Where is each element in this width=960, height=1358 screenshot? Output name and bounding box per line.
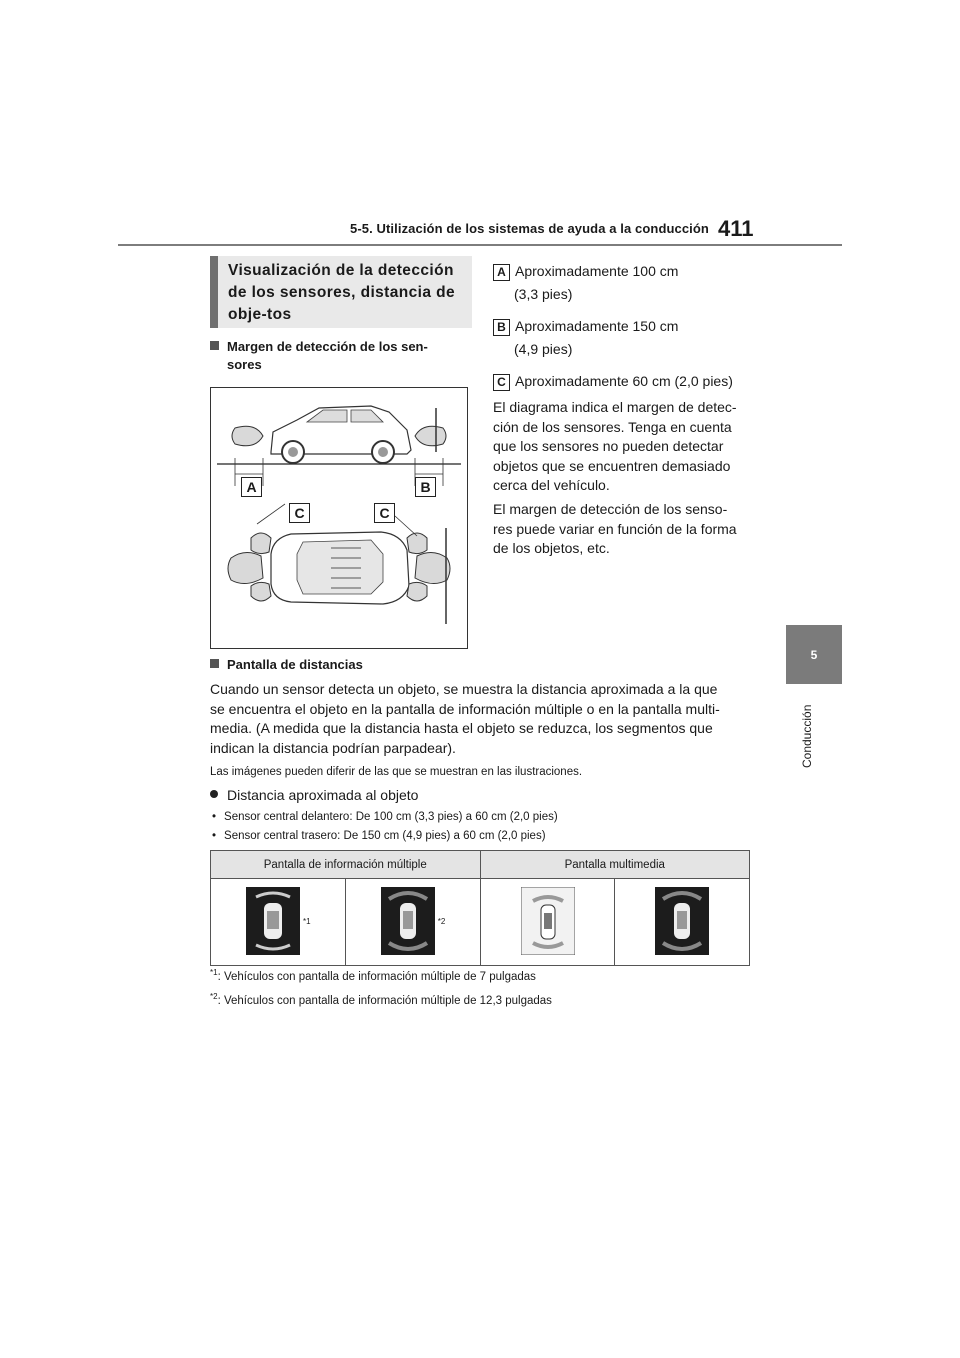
diagram-label-a: A — [241, 477, 262, 497]
page-number: 411 — [718, 216, 754, 241]
cell-mid-12in — [345, 879, 480, 966]
legend-b: B Aproximadamente 150 cm (4,9 pies) — [493, 317, 753, 359]
cell-mid-7in — [211, 879, 346, 966]
round-bullet-icon — [210, 790, 218, 798]
sub-bullet-front: • Sensor central delantero: De 100 cm (3,3 pies) a 60 cm (2,0 pies) — [212, 811, 558, 823]
legend-badge-c: C — [493, 374, 510, 391]
subsection-distance-display: Pantalla de distancias — [210, 656, 363, 674]
sub-bullet-rear: • Sensor central trasero: De 150 cm (4,9 pies) a 60 cm (2,0 pies) — [212, 830, 546, 842]
diagram-label-b: B — [415, 477, 436, 497]
sensor-range-diagram — [210, 387, 468, 649]
chapter-title: 5-5. Utilización de los sistemas de ayuda a la conducción — [350, 221, 709, 236]
multimedia-screen-image-1 — [521, 887, 575, 955]
footnote-1: $^{*1}$: Vehículos con pantalla de información múltiple de 7 pulgadas — [210, 968, 536, 983]
mid-12in-screen-image — [381, 887, 435, 955]
header-divider — [118, 244, 842, 246]
legend-badge-b: B — [493, 319, 510, 336]
footnote-mark-1: *1 — [303, 917, 311, 926]
diagram-label-c-front: C — [289, 503, 310, 523]
diagram-description: El diagrama indica el margen de detec- ción de los sensores. Tenga en cuenta que los sensores no pueden detectar objetos que se encuentren demasiado cerca del vehículo. — [493, 399, 737, 493]
mid-7in-screen-image — [246, 887, 300, 955]
range-variation-note: El margen de detección de los senso- res puede variar en función de la forma de los objetos, etc. — [493, 501, 737, 556]
distance-display-paragraph: Cuando un sensor detecta un objeto, se muestra la distancia aproximada a la que se encuentra el objeto en la pantalla de información múltiple o en la pantalla multi- media. (A medida que la distancia hasta el objeto se reduzca, los segmentos que indican la distancia podrían parpadear). — [210, 681, 720, 756]
chapter-tab: 5 — [786, 625, 842, 684]
square-bullet-icon — [210, 341, 219, 350]
legend-c: C Aproximadamente 60 cm (2,0 pies) — [493, 372, 753, 392]
square-bullet-icon — [210, 659, 219, 668]
legend-badge-a: A — [493, 264, 510, 281]
header-multi-info-display: Pantalla de información múltiple — [211, 851, 481, 879]
multimedia-screen-image-2 — [655, 887, 709, 955]
subsection-detection-margin: Margen de detección de los sen- sores — [210, 338, 472, 374]
bullet-approx-distance: Distancia aproximada al objeto — [210, 786, 418, 806]
display-comparison-table — [210, 850, 750, 966]
sensor-diagram-illustration — [211, 388, 467, 648]
chapter-tab-label: Conducción — [800, 704, 814, 768]
diagram-label-c-rear: C — [374, 503, 395, 523]
footnote-2: $^{*2}$: Vehículos con pantalla de información múltiple de 12,3 pulgadas — [210, 992, 552, 1007]
header-multimedia-display: Pantalla multimedia — [480, 851, 750, 879]
cell-multimedia-2 — [615, 879, 750, 966]
section-title: Visualización de la detección de los sensores, distancia de obje-tos — [210, 256, 472, 328]
cell-multimedia-1 — [480, 879, 615, 966]
legend-a: A Aproximadamente 100 cm (3,3 pies) — [493, 262, 753, 304]
illustration-note: Las imágenes pueden diferir de las que se muestran en las ilustraciones. — [210, 766, 583, 778]
footnote-mark-2: *2 — [437, 917, 446, 926]
